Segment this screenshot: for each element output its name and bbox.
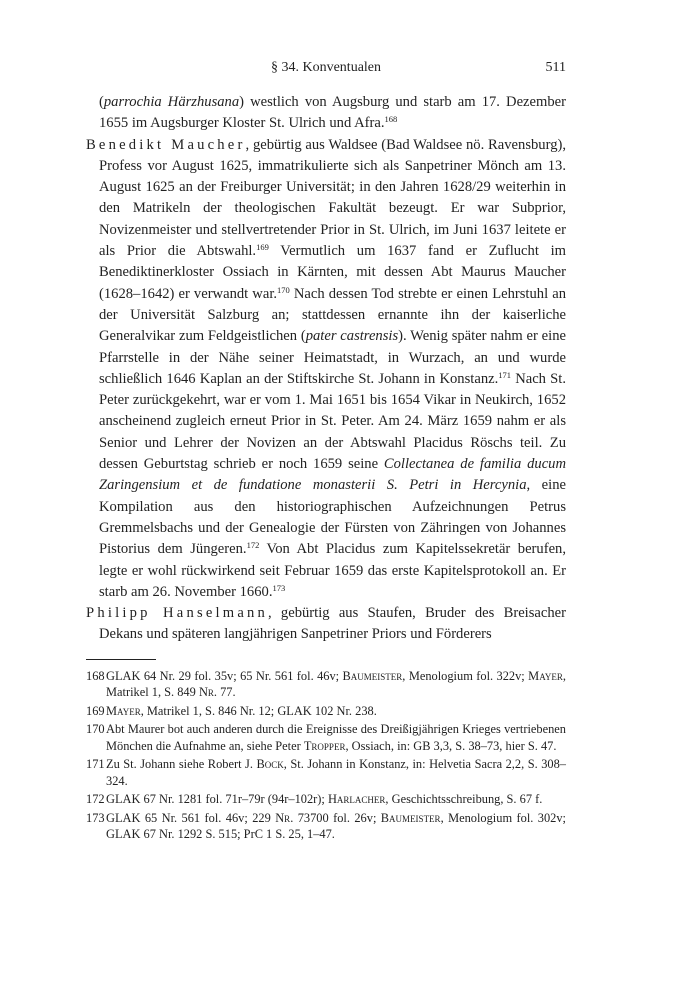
- text-run: . 77.: [213, 685, 236, 700]
- text-run: , Menologium fol. 302v; GLAK 67 Nr. 1292 S. 515; PrC 1 S. 25, 1–47.: [106, 810, 566, 842]
- text-run: Abt Maurer bot auch anderen durch die Ereignisse des Dreißigjährigen Krieges vertriebenen Mönchen die Aufnahme an, siehe Peter: [106, 722, 566, 753]
- text-run: , Geschichtsschreibung, S. 67 f.: [385, 792, 543, 807]
- text-run: , gebürtig aus Waldsee (Bad Waldsee nö. Ravensburg), Profess vor August 1625, immatrikulierte sich als Sanpetriner Mönch am 13. August 1625 an der Freiburger Universität; in den Jahren 1628/29 weiterhin in den Matrikeln der theologischen Fakultät bezeugt. Er war Subprior, Novizenmeister und stellvertretender Prior in St. Ulrich, im Juni 1637 leitete er als Prior die Abtswahl.: [99, 136, 566, 260]
- text-run: , eine Kompilation aus den historiographischen Aufzeichnungen Petrus Gremmelsbachs und der Genealogie der Fürsten von Zähringen von Johannes Pistorius dem Jüngeren.: [99, 477, 566, 558]
- entry-name: Benedikt Maucher: [86, 136, 246, 153]
- text-run: ). Wenig später nahm er eine Pfarrstelle in der Nähe seiner Heimatstadt, in Wurzach, an und wurde schließlich 1646 Kaplan an der Stiftskirche St. Johann in Konstanz.: [99, 328, 566, 387]
- author-name: Bock: [256, 757, 284, 772]
- footnote-168: [86, 668, 566, 701]
- text-run: , Matrikel 1, S. 846 Nr. 12; GLAK 102 Nr. 238.: [140, 703, 377, 718]
- text-run: , Menologium fol. 322v;: [402, 668, 529, 683]
- author-name: Mayer: [528, 668, 563, 683]
- footnote-169: [86, 703, 566, 720]
- footnote-number: 169: [86, 703, 105, 718]
- text-run: ) westlich von Augsburg und starb am 17. Dezember 1655 im Augsburger Kloster St. Ulrich und Afra.: [99, 94, 566, 132]
- footnote-ref-172[interactable]: 172: [246, 540, 260, 551]
- footnote-170: [86, 721, 566, 754]
- text-run: GLAK 65 Nr. 561 fol. 46v; 229: [106, 810, 276, 825]
- paragraph-continued: (parrochia Härzhusana) westlich von Augsburg und starb am 17. Dezember 1655 im Augsburger Kloster St. Ulrich und Afra.$^{168}$: [99, 94, 566, 132]
- author-name: Harlacher: [327, 792, 386, 807]
- footnote-ref-170[interactable]: 170: [277, 284, 290, 295]
- book-page: [86, 60, 566, 845]
- text-run: Nach St. Peter zurückgekehrt, war er vom 1. Mai 1651 bis 1654 Vikar in Neukirch, 1652 anscheinend zugleich erneut Prior in St. Peter. Am 24. März 1659 nahm er als Senior und Lehrer der Novizen an der Abtswahl Placidus Röschs teil. Zu dessen Geburtstag schrieb er noch 1659 seine: [99, 370, 566, 473]
- author-name: Tropper: [303, 738, 346, 753]
- author-name: Baumeister: [380, 810, 441, 825]
- author-name: Baumeister: [342, 668, 403, 683]
- footnote-ref-173[interactable]: 173: [272, 582, 286, 593]
- footnote-number: 173: [86, 810, 105, 825]
- running-title: § 34. Konventualen: [270, 60, 382, 75]
- text-run: GLAK 67 Nr. 1281 fol. 71r–79r (94r–102r);: [106, 792, 328, 807]
- entry-philipp-hanselmann: [86, 603, 566, 646]
- text-run: Von Abt Placidus zum Kapitelssekretär berufen, legte er wohl rückwirkend seit Februar 1659 das erste Kapitelsprotokoll an. Er starb am 26. November 1660.: [99, 541, 566, 600]
- text-run: GLAK 64 Nr. 29 fol. 35v; 65 Nr. 561 fol. 46v;: [106, 668, 343, 683]
- text-run: Vermutlich um 1637 fand er Zuflucht im Benediktinerkloster Ossiach in Kärnten, mit dessen Abt Maurus Maucher (1628–1642) er verwandt war.: [99, 243, 566, 302]
- footnotes: [86, 668, 566, 843]
- footnote-ref-168[interactable]: 168: [384, 114, 398, 125]
- footnote-divider: [86, 659, 156, 660]
- italic-title: Collectanea de familia ducum Zaringensium et de fundatione monasterii S. Petri in Hercynia: [99, 456, 567, 494]
- text-run: Zu St. Johann siehe Robert J.: [106, 757, 257, 772]
- footnote-number: 171: [86, 757, 105, 772]
- footnote-number: 168: [86, 668, 105, 683]
- footnote-173: [86, 810, 566, 843]
- abbrev: Nr: [198, 685, 214, 700]
- main-text: [86, 92, 566, 646]
- text-run: . 73700 fol. 26v;: [290, 810, 381, 825]
- entry-benedikt-maucher: [86, 135, 566, 604]
- footnote-number: 172: [86, 792, 105, 807]
- text-run: , gebürtig aus Staufen, Bruder des Breisacher Dekans und späteren langjährigen Sanpetriner Priors und Förderers: [99, 605, 566, 643]
- running-header: [86, 60, 566, 82]
- entry-name: Philipp Hanselmann: [86, 605, 268, 622]
- footnote-172: [86, 791, 566, 808]
- text-run: , Ossiach, in: GB 3,3, S. 38–73, hier S. 47.: [345, 738, 557, 753]
- author-name: Mayer: [106, 703, 141, 718]
- italic-term: parrochia Härzhusana: [103, 94, 240, 110]
- italic-term: pater castrensis: [305, 328, 399, 345]
- footnote-171: [86, 756, 566, 789]
- text-run: , Matrikel 1, S. 849: [106, 668, 566, 700]
- abbrev: Nr: [275, 810, 291, 825]
- page-number: 511: [545, 60, 566, 75]
- footnote-ref-171[interactable]: 171: [498, 369, 511, 380]
- text-run: Nach dessen Tod strebte er einen Lehrstuhl an der Universität Salzburg an; stattdessen ernannte ihn der kaiserliche Generalvikar zum Feldgeistlichen (: [99, 285, 566, 345]
- footnote-ref-169[interactable]: 169: [256, 242, 269, 253]
- footnote-number: 170: [86, 722, 105, 737]
- text-run: , St. Johann in Konstanz, in: Helvetia Sacra 2,2, S. 308–324.: [106, 757, 566, 788]
